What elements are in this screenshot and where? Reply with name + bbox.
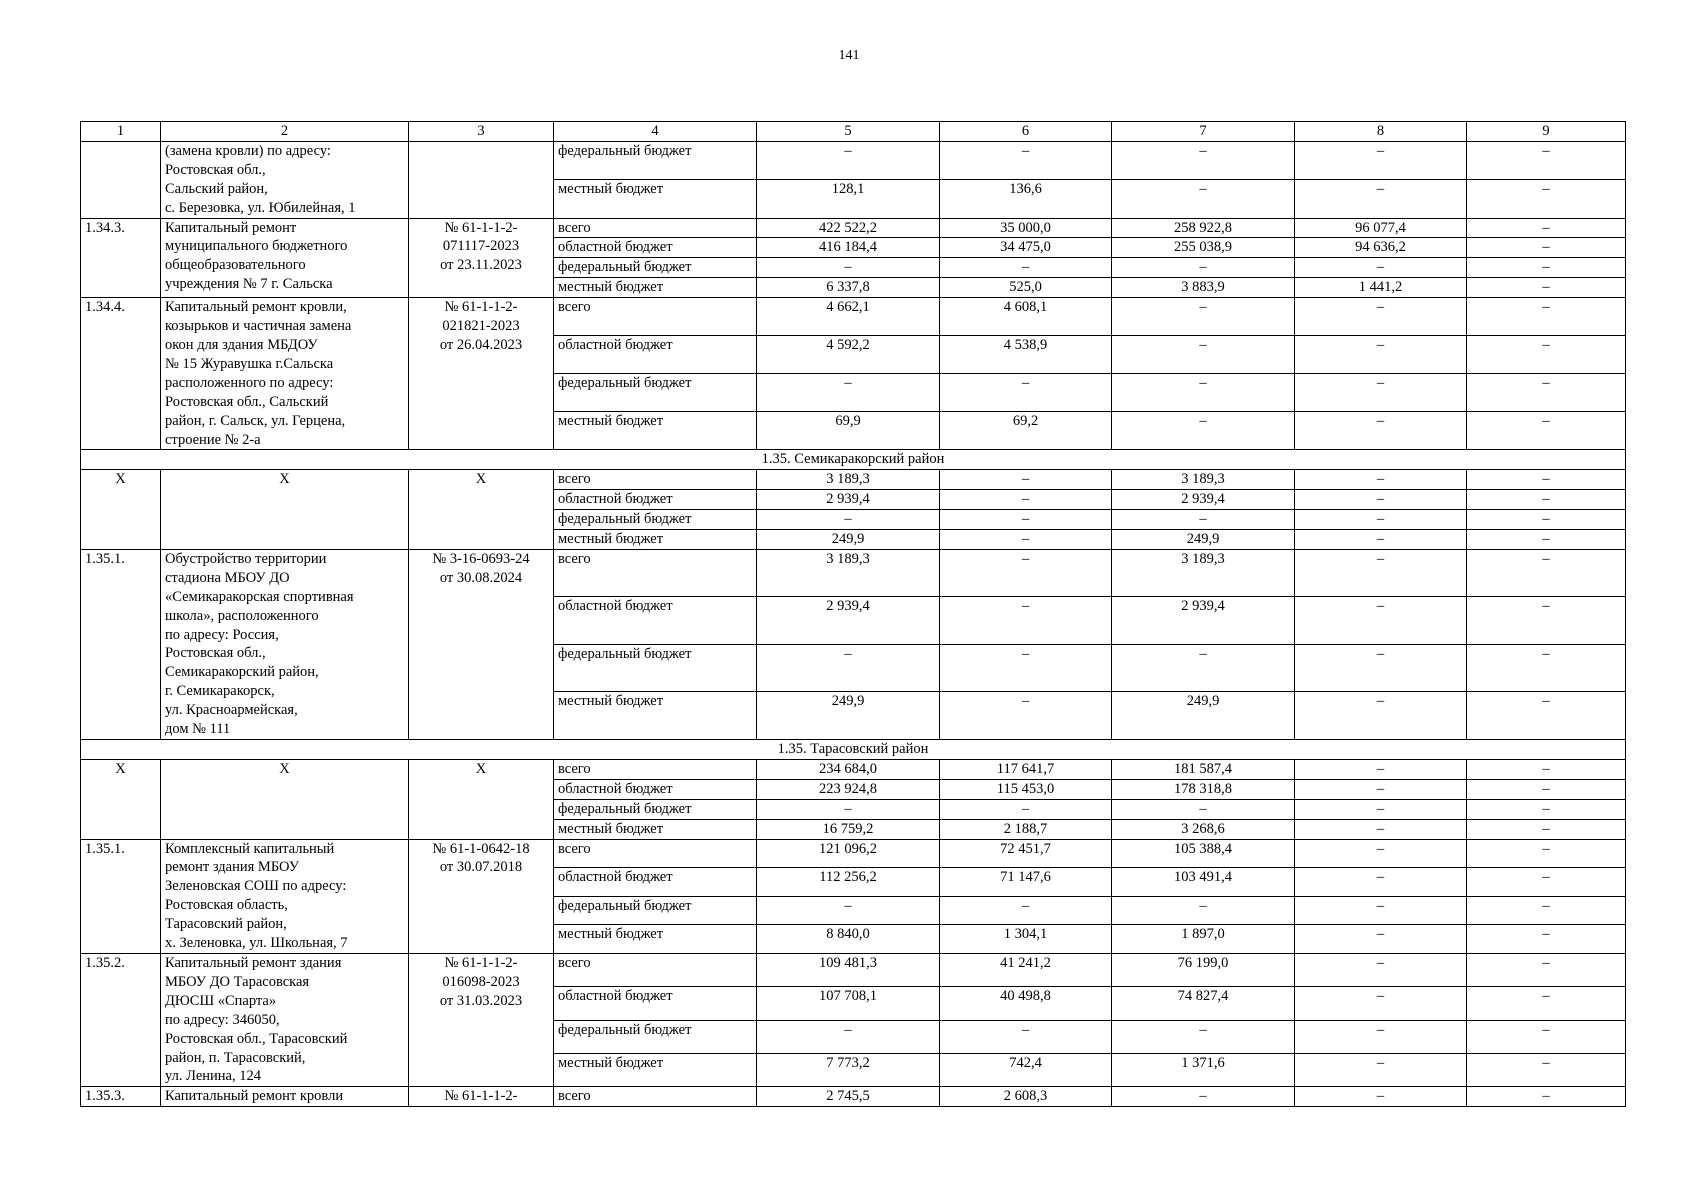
amount-cell: 69,9 — [757, 412, 940, 450]
amount-cell: – — [940, 510, 1112, 530]
column-header: 2 — [161, 122, 409, 142]
funding-source: местный бюджет — [554, 412, 757, 450]
object-name: Капитальный ремонт здания МБОУ ДО Тарасовская ДЮСШ «Спарта» по адресу: 346050, Ростовская обл., Тарасовский район, п. Тарасовский, ул. Ленина, 124 — [161, 953, 409, 1086]
expertise-doc: № 61-1-1-2- 071117-2023 от 23.11.2023 — [409, 218, 554, 298]
amount-cell: 1 371,6 — [1112, 1053, 1295, 1086]
amount-cell: – — [1467, 896, 1626, 925]
amount-cell: – — [940, 692, 1112, 740]
funding-source: местный бюджет — [554, 819, 757, 839]
amount-cell: 121 096,2 — [757, 839, 940, 868]
amount-cell: – — [1467, 141, 1626, 179]
column-header: 7 — [1112, 122, 1295, 142]
amount-cell: – — [1467, 799, 1626, 819]
amount-cell: – — [1467, 1087, 1626, 1107]
amount-cell: 178 318,8 — [1112, 779, 1295, 799]
amount-cell: – — [757, 510, 940, 530]
table-row — [81, 953, 1626, 986]
table-row — [81, 549, 1626, 597]
amount-cell: – — [1295, 868, 1467, 897]
amount-cell: 136,6 — [940, 180, 1112, 218]
item-number: Х — [81, 470, 161, 550]
amount-cell: – — [1467, 530, 1626, 550]
amount-cell: – — [1295, 597, 1467, 645]
amount-cell: – — [1467, 839, 1626, 868]
amount-cell: – — [1112, 374, 1295, 412]
amount-cell: – — [1467, 298, 1626, 336]
amount-cell: 181 587,4 — [1112, 759, 1295, 779]
section-title: 1.35. Тарасовский район — [81, 740, 1626, 760]
amount-cell: 4 608,1 — [940, 298, 1112, 336]
amount-cell: – — [1295, 141, 1467, 179]
funding-source: всего — [554, 218, 757, 238]
funding-source: федеральный бюджет — [554, 374, 757, 412]
amount-cell: – — [1467, 987, 1626, 1020]
amount-cell: – — [1295, 549, 1467, 597]
item-number: 1.35.3. — [81, 1087, 161, 1107]
amount-cell: 2 745,5 — [757, 1087, 940, 1107]
column-header-row — [81, 122, 1626, 142]
amount-cell: – — [757, 374, 940, 412]
amount-cell: – — [1467, 779, 1626, 799]
amount-cell: – — [1295, 799, 1467, 819]
amount-cell: 76 199,0 — [1112, 953, 1295, 986]
table-row — [81, 839, 1626, 868]
item-number — [81, 141, 161, 218]
amount-cell: – — [1295, 1020, 1467, 1053]
amount-cell: 1 441,2 — [1295, 278, 1467, 298]
amount-cell: 2 188,7 — [940, 819, 1112, 839]
amount-cell: 3 883,9 — [1112, 278, 1295, 298]
amount-cell: – — [1295, 896, 1467, 925]
amount-cell: 3 189,3 — [757, 470, 940, 490]
funding-source: местный бюджет — [554, 692, 757, 740]
funding-source: местный бюджет — [554, 1053, 757, 1086]
table-body — [81, 122, 1626, 1107]
amount-cell: 6 337,8 — [757, 278, 940, 298]
amount-cell: – — [1295, 258, 1467, 278]
amount-cell: – — [1467, 868, 1626, 897]
amount-cell: 4 538,9 — [940, 336, 1112, 374]
amount-cell: 2 939,4 — [1112, 490, 1295, 510]
item-number: 1.34.4. — [81, 298, 161, 450]
amount-cell: 4 662,1 — [757, 298, 940, 336]
expertise-doc: Х — [409, 470, 554, 550]
amount-cell: 2 939,4 — [1112, 597, 1295, 645]
amount-cell: – — [940, 141, 1112, 179]
amount-cell: – — [1295, 374, 1467, 412]
amount-cell: 258 922,8 — [1112, 218, 1295, 238]
amount-cell: – — [1467, 412, 1626, 450]
amount-cell: – — [757, 644, 940, 692]
amount-cell: 115 453,0 — [940, 779, 1112, 799]
amount-cell: – — [1112, 799, 1295, 819]
table-row — [81, 218, 1626, 238]
amount-cell: – — [1467, 819, 1626, 839]
section-title: 1.35. Семикаракорский район — [81, 450, 1626, 470]
amount-cell: 3 189,3 — [1112, 470, 1295, 490]
amount-cell: – — [1295, 490, 1467, 510]
amount-cell: 96 077,4 — [1295, 218, 1467, 238]
amount-cell: 223 924,8 — [757, 779, 940, 799]
amount-cell: – — [1295, 839, 1467, 868]
amount-cell: – — [1112, 896, 1295, 925]
amount-cell: – — [1112, 644, 1295, 692]
amount-cell: – — [1467, 925, 1626, 954]
expertise-doc: Х — [409, 759, 554, 839]
funding-source: федеральный бюджет — [554, 644, 757, 692]
amount-cell: – — [1467, 953, 1626, 986]
item-number: Х — [81, 759, 161, 839]
amount-cell: – — [1295, 779, 1467, 799]
funding-source: областной бюджет — [554, 779, 757, 799]
amount-cell: – — [1112, 412, 1295, 450]
item-number: 1.35.1. — [81, 839, 161, 953]
object-name: Капитальный ремонт кровли, козырьков и частичная замена окон для здания МБДОУ № 15 Журавушка г.Сальска расположенного по адресу: Ростовская обл., Сальский район, г. Сальск, ул. Герцена, строение № 2-а — [161, 298, 409, 450]
amount-cell: 1 897,0 — [1112, 925, 1295, 954]
amount-cell: – — [1467, 490, 1626, 510]
item-number: 1.35.2. — [81, 953, 161, 1086]
amount-cell: – — [1112, 298, 1295, 336]
amount-cell: – — [940, 597, 1112, 645]
table-row — [81, 759, 1626, 779]
amount-cell: 35 000,0 — [940, 218, 1112, 238]
amount-cell: 8 840,0 — [757, 925, 940, 954]
amount-cell: 249,9 — [757, 530, 940, 550]
amount-cell: – — [1295, 692, 1467, 740]
funding-source: всего — [554, 470, 757, 490]
amount-cell: – — [1295, 1053, 1467, 1086]
amount-cell: 249,9 — [757, 692, 940, 740]
column-header: 1 — [81, 122, 161, 142]
amount-cell: 40 498,8 — [940, 987, 1112, 1020]
amount-cell: – — [1112, 141, 1295, 179]
amount-cell: – — [757, 799, 940, 819]
amount-cell: – — [1467, 549, 1626, 597]
expertise-doc: № 3-16-0693-24 от 30.08.2024 — [409, 549, 554, 739]
amount-cell: – — [757, 896, 940, 925]
amount-cell: – — [1112, 180, 1295, 218]
amount-cell: 94 636,2 — [1295, 238, 1467, 258]
amount-cell: – — [757, 141, 940, 179]
amount-cell: 249,9 — [1112, 530, 1295, 550]
section-header-row — [81, 740, 1626, 760]
amount-cell: – — [1295, 644, 1467, 692]
amount-cell: – — [1467, 510, 1626, 530]
funding-source: всего — [554, 953, 757, 986]
amount-cell: 71 147,6 — [940, 868, 1112, 897]
amount-cell: – — [1467, 692, 1626, 740]
amount-cell: – — [1295, 510, 1467, 530]
amount-cell: – — [1295, 298, 1467, 336]
amount-cell: 74 827,4 — [1112, 987, 1295, 1020]
amount-cell: – — [940, 1020, 1112, 1053]
expertise-doc: № 61-1-0642-18 от 30.07.2018 — [409, 839, 554, 953]
funding-source: всего — [554, 759, 757, 779]
amount-cell: – — [1295, 925, 1467, 954]
amount-cell: 3 189,3 — [757, 549, 940, 597]
amount-cell: – — [940, 374, 1112, 412]
funding-source: местный бюджет — [554, 925, 757, 954]
amount-cell: – — [940, 549, 1112, 597]
funding-source: местный бюджет — [554, 530, 757, 550]
column-header: 4 — [554, 122, 757, 142]
funding-source: федеральный бюджет — [554, 141, 757, 179]
table-row — [81, 141, 1626, 179]
object-name: Капитальный ремонт кровли — [161, 1087, 409, 1107]
amount-cell: – — [1467, 1053, 1626, 1086]
amount-cell: 416 184,4 — [757, 238, 940, 258]
amount-cell: – — [1295, 987, 1467, 1020]
amount-cell: 109 481,3 — [757, 953, 940, 986]
amount-cell: – — [1467, 470, 1626, 490]
funding-source: федеральный бюджет — [554, 896, 757, 925]
funding-source: всего — [554, 839, 757, 868]
amount-cell: – — [1467, 1020, 1626, 1053]
amount-cell: – — [1467, 336, 1626, 374]
amount-cell: – — [1295, 759, 1467, 779]
amount-cell: 2 608,3 — [940, 1087, 1112, 1107]
funding-source: всего — [554, 298, 757, 336]
amount-cell: 4 592,2 — [757, 336, 940, 374]
object-name: (замена кровли) по адресу: Ростовская обл., Сальский район, с. Березовка, ул. Юбилейная, 1 — [161, 141, 409, 218]
amount-cell: 422 522,2 — [757, 218, 940, 238]
funding-source: федеральный бюджет — [554, 510, 757, 530]
amount-cell: – — [1467, 238, 1626, 258]
funding-source: областной бюджет — [554, 987, 757, 1020]
amount-cell: 3 268,6 — [1112, 819, 1295, 839]
amount-cell: – — [940, 490, 1112, 510]
amount-cell: – — [757, 258, 940, 278]
funding-source: областной бюджет — [554, 238, 757, 258]
item-number: 1.34.3. — [81, 218, 161, 298]
amount-cell: – — [1112, 258, 1295, 278]
amount-cell: – — [1295, 180, 1467, 218]
amount-cell: 255 038,9 — [1112, 238, 1295, 258]
expertise-doc — [409, 141, 554, 218]
amount-cell: – — [1467, 180, 1626, 218]
amount-cell: – — [1112, 1020, 1295, 1053]
funding-source: областной бюджет — [554, 597, 757, 645]
amount-cell: 112 256,2 — [757, 868, 940, 897]
column-header: 8 — [1295, 122, 1467, 142]
column-header: 9 — [1467, 122, 1626, 142]
amount-cell: – — [1467, 374, 1626, 412]
funding-source: федеральный бюджет — [554, 258, 757, 278]
amount-cell: – — [940, 644, 1112, 692]
funding-source: федеральный бюджет — [554, 1020, 757, 1053]
amount-cell: – — [940, 799, 1112, 819]
amount-cell: 103 491,4 — [1112, 868, 1295, 897]
amount-cell: 3 189,3 — [1112, 549, 1295, 597]
amount-cell: 7 773,2 — [757, 1053, 940, 1086]
funding-source: федеральный бюджет — [554, 799, 757, 819]
object-name: Х — [161, 470, 409, 550]
expertise-doc: № 61-1-1-2- — [409, 1087, 554, 1107]
amount-cell: – — [1112, 510, 1295, 530]
amount-cell: – — [940, 530, 1112, 550]
table-row — [81, 470, 1626, 490]
object-name: Обустройство территории стадиона МБОУ ДО «Семикаракорская спортивная школа», расположенного по адресу: Россия, Ростовская обл., Семикаракорский район, г. Семикаракорск, ул. Красноармейская, дом № 111 — [161, 549, 409, 739]
amount-cell: – — [1295, 412, 1467, 450]
amount-cell: 105 388,4 — [1112, 839, 1295, 868]
amount-cell: – — [1295, 819, 1467, 839]
section-header-row — [81, 450, 1626, 470]
amount-cell: – — [1295, 336, 1467, 374]
funding-source: областной бюджет — [554, 868, 757, 897]
amount-cell: – — [940, 470, 1112, 490]
amount-cell: – — [1467, 258, 1626, 278]
object-name: Комплексный капитальный ремонт здания МБОУ Зеленовская СОШ по адресу: Ростовская область, Тарасовский район, х. Зеленовка, ул. Школьная, 7 — [161, 839, 409, 953]
funding-source: местный бюджет — [554, 180, 757, 218]
object-name: Капитальный ремонт муниципального бюджетного общеобразовательного учреждения № 7 г. Сальска — [161, 218, 409, 298]
amount-cell: 117 641,7 — [940, 759, 1112, 779]
amount-cell: – — [1467, 278, 1626, 298]
amount-cell: 16 759,2 — [757, 819, 940, 839]
funding-source: всего — [554, 549, 757, 597]
amount-cell: – — [1112, 336, 1295, 374]
amount-cell: 107 708,1 — [757, 987, 940, 1020]
amount-cell: 2 939,4 — [757, 490, 940, 510]
amount-cell: – — [1467, 597, 1626, 645]
expertise-doc: № 61-1-1-2- 016098-2023 от 31.03.2023 — [409, 953, 554, 1086]
amount-cell: 525,0 — [940, 278, 1112, 298]
amount-cell: – — [1295, 953, 1467, 986]
amount-cell: – — [1112, 1087, 1295, 1107]
column-header: 6 — [940, 122, 1112, 142]
amount-cell: 249,9 — [1112, 692, 1295, 740]
table-row — [81, 1087, 1626, 1107]
amount-cell: – — [757, 1020, 940, 1053]
amount-cell: – — [1467, 759, 1626, 779]
amount-cell: – — [1295, 470, 1467, 490]
amount-cell: 1 304,1 — [940, 925, 1112, 954]
amount-cell: 742,4 — [940, 1053, 1112, 1086]
page-number: 141 — [838, 48, 860, 63]
amount-cell: – — [1467, 644, 1626, 692]
funding-source: областной бюджет — [554, 336, 757, 374]
amount-cell: – — [940, 896, 1112, 925]
funding-source: областной бюджет — [554, 490, 757, 510]
amount-cell: 2 939,4 — [757, 597, 940, 645]
amount-cell: – — [1467, 218, 1626, 238]
amount-cell: 72 451,7 — [940, 839, 1112, 868]
column-header: 5 — [757, 122, 940, 142]
amount-cell: 69,2 — [940, 412, 1112, 450]
amount-cell: 34 475,0 — [940, 238, 1112, 258]
amount-cell: 128,1 — [757, 180, 940, 218]
amount-cell: – — [940, 258, 1112, 278]
amount-cell: – — [1295, 530, 1467, 550]
item-number: 1.35.1. — [81, 549, 161, 739]
object-name: Х — [161, 759, 409, 839]
amount-cell: – — [1295, 1087, 1467, 1107]
amount-cell: 234 684,0 — [757, 759, 940, 779]
budget-table — [80, 121, 1626, 1107]
amount-cell: 41 241,2 — [940, 953, 1112, 986]
funding-source: всего — [554, 1087, 757, 1107]
expertise-doc: № 61-1-1-2- 021821-2023 от 26.04.2023 — [409, 298, 554, 450]
table-row — [81, 298, 1626, 336]
column-header: 3 — [409, 122, 554, 142]
funding-source: местный бюджет — [554, 278, 757, 298]
